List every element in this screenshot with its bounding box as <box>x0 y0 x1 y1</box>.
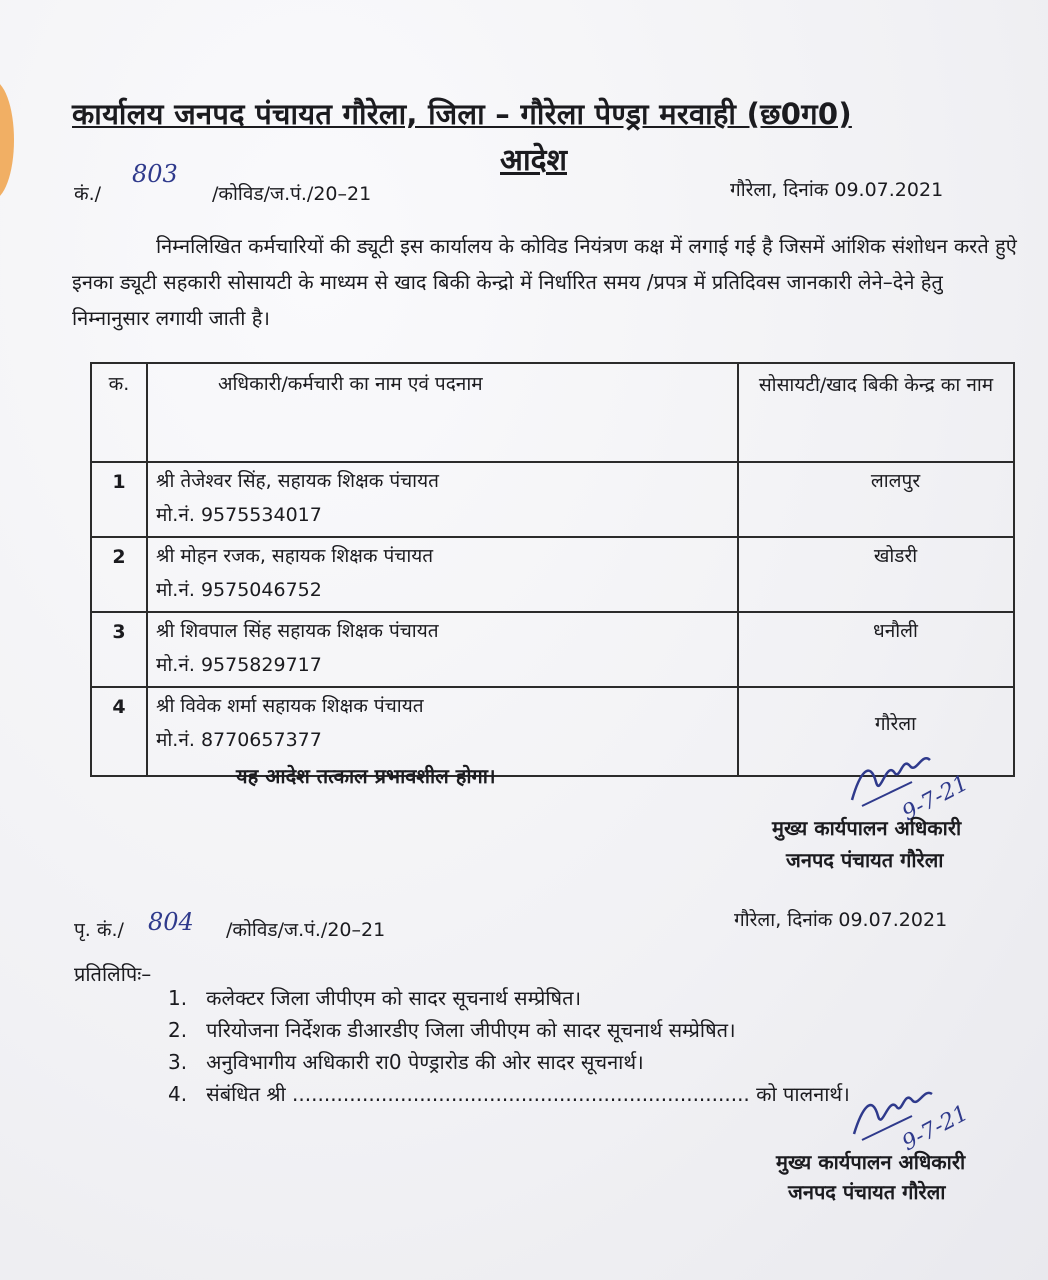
copy-item-text: अनुविभागीय अधिकारी रा0 पेण्ड्रारोड की ओर सादर सूचनार्थ। <box>206 1050 644 1074</box>
copy-ref-prefix: पृ. कं./ <box>74 919 124 941</box>
employee-mobile: मो.नं. 9575046752 <box>156 579 322 601</box>
copy-item-text: परियोजना निर्देशक डीआरडीए जिला जीपीएम को सादर सूचनार्थ सम्प्रेषित। <box>206 1018 736 1042</box>
row-name-cell <box>147 612 738 687</box>
row-name-cell <box>147 537 738 612</box>
row-society: गौरेला <box>738 687 1014 776</box>
copy-item <box>168 1048 644 1075</box>
copy-ref-suffix: /कोविड/ज.पं./20–21 <box>226 919 386 941</box>
row-society: लालपुर <box>738 462 1014 537</box>
duty-table <box>90 362 1015 777</box>
col-header-serial: क. <box>91 363 147 462</box>
signatory-office: जनपद पंचायत गौरेला <box>788 1180 946 1204</box>
table-row <box>91 537 1014 612</box>
copy-item-text: कलेक्टर जिला जीपीएम को सादर सूचनार्थ सम्प्रेषित। <box>206 986 582 1010</box>
order-body-text: निम्नलिखित कर्मचारियों की ड्यूटी इस कार्यालय के कोविड नियंत्रण कक्ष में लगाई गई है जिसमें आंशिक संशोधन करते हुऐ इनका ड्यूटी सहकारी सोसायटी के माध्यम से खाद बिकी केन्द्रो में निर्धारित समय /प्रपत्र में प्रतिदिवस जानकारी लेने–देने हेतु निम्नानुसार लगायी जाती है। <box>72 234 1017 330</box>
order-ref-prefix: कं./ <box>74 183 102 205</box>
employee-mobile: मो.नं. 9575829717 <box>156 654 322 676</box>
signature-date-handwritten: 9-7-21 <box>898 1100 973 1157</box>
copy-item <box>168 1016 736 1043</box>
signatory-designation: मुख्य कार्यपालन अधिकारी <box>776 1150 966 1174</box>
row-serial: 2 <box>91 537 147 612</box>
copy-item-text: संबंधित श्री ........................................................................ को पालनार्थ। <box>206 1082 850 1106</box>
copy-number-handwritten: 804 <box>148 908 194 936</box>
table-header-row <box>91 363 1014 462</box>
order-title: आदेश <box>500 143 567 178</box>
signature-date-handwritten: 9-7-21 <box>898 770 973 827</box>
order-body-paragraph <box>72 228 1022 336</box>
row-serial: 3 <box>91 612 147 687</box>
copy-place-date: गौरेला, दिनांक 09.07.2021 <box>734 909 948 931</box>
employee-mobile: मो.नं. 8770657377 <box>156 729 322 751</box>
employee-name: श्री विवेक शर्मा सहायक शिक्षक पंचायत <box>156 695 424 717</box>
copy-to-label: प्रतिलिपिः– <box>74 962 152 986</box>
table-row <box>91 462 1014 537</box>
row-serial: 4 <box>91 687 147 776</box>
col-header-society: सोसायटी/खाद बिकी केन्द्र का नाम <box>738 363 1014 462</box>
effect-statement: यह आदेश तत्काल प्रभावशील होगा। <box>236 764 496 788</box>
row-society: खोडरी <box>738 537 1014 612</box>
copy-item <box>168 1080 850 1107</box>
row-name-cell <box>147 462 738 537</box>
order-number-handwritten: 803 <box>132 160 178 188</box>
copy-item-number: 3. <box>168 1050 188 1074</box>
copy-item-number: 2. <box>168 1018 188 1042</box>
employee-name: श्री तेजेश्वर सिंह, सहायक शिक्षक पंचायत <box>156 470 439 492</box>
employee-name: श्री शिवपाल सिंह सहायक शिक्षक पंचायत <box>156 620 439 642</box>
row-serial: 1 <box>91 462 147 537</box>
employee-name: श्री मोहन रजक, सहायक शिक्षक पंचायत <box>156 545 434 567</box>
order-ref-suffix: /कोविड/ज.पं./20–21 <box>212 183 372 205</box>
table-row <box>91 612 1014 687</box>
employee-mobile: मो.नं. 9575534017 <box>156 504 322 526</box>
col-header-name: अधिकारी/कर्मचारी का नाम एवं पदनाम <box>147 363 738 462</box>
copy-item <box>168 984 581 1011</box>
order-place-date: गौरेला, दिनांक 09.07.2021 <box>730 179 944 201</box>
copy-item-number: 4. <box>168 1082 188 1106</box>
signatory-designation: मुख्य कार्यपालन अधिकारी <box>772 816 962 840</box>
signatory-office: जनपद पंचायत गौरेला <box>786 848 944 872</box>
copy-item-number: 1. <box>168 986 188 1010</box>
office-heading: कार्यालय जनपद पंचायत गौरेला, जिला – गौरेला पेण्ड्रा मरवाही (छ0ग0) <box>72 97 852 131</box>
row-society: धनौली <box>738 612 1014 687</box>
